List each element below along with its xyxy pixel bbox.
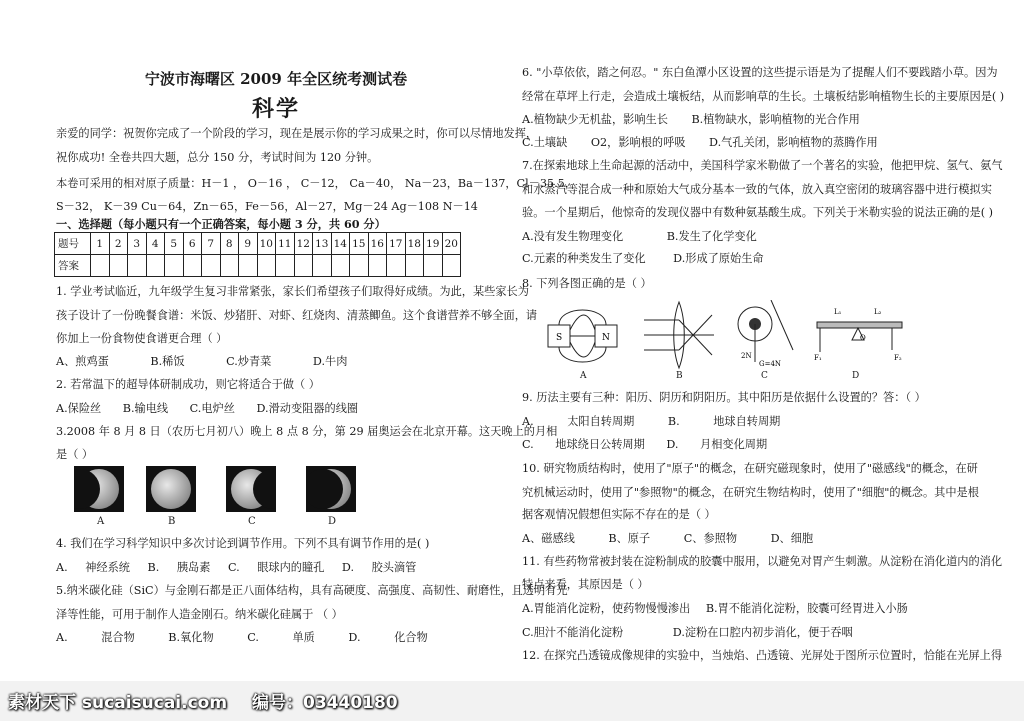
fig-a-s-label: S xyxy=(556,333,563,343)
q1-options: A、煎鸡蛋 B.稀饭 C.炒青菜 D.牛肉 xyxy=(56,355,348,368)
moon-phase-a-image xyxy=(74,466,124,512)
exam-title: 宁波市海曙区 2009 年全区统考测试卷 xyxy=(144,70,408,88)
q6-line-2: 经常在草坪上行走，会造成土壤板结，从而影响草的生长。土壤板结影响植物生长的主要原因是( ) xyxy=(522,90,1005,103)
answer-table-cell: 13 xyxy=(313,233,332,255)
watermark-code: 编号：03440180 xyxy=(252,693,398,713)
q9-options-1: A. 太阳自转周期 B. 地球自转周期 xyxy=(522,415,781,428)
answer-table-cell: 16 xyxy=(368,233,387,255)
q3-line-1: 3.2008 年 8 月 8 日（农历七月初八）晚上 8 点 8 分，第 29 届奥运会在北京开幕。这天晚上的月相 xyxy=(56,425,558,438)
subject-title: 科学 xyxy=(251,96,300,122)
intro-line-4: S－32， K－39 Cu－64，Zn－65，Fe－56，Al－27，Mg－24 Ag－108 N－14 xyxy=(56,200,478,213)
q8-label-b: B xyxy=(676,371,683,381)
answer-table xyxy=(54,232,461,277)
fig-a-n-label: N xyxy=(602,333,610,343)
answer-table-cell: 5 xyxy=(165,233,184,255)
answer-blank[interactable] xyxy=(276,255,295,277)
q4-line-1: 4. 我们在学习科学知识中多次讨论到调节作用。下列不具有调节作用的是( ) xyxy=(56,537,430,550)
q9-options-2: C. 地球绕日公转周期 D. 月相变化周期 xyxy=(522,438,768,451)
answer-table-answer-row xyxy=(55,255,461,277)
q1-line-3: 你加上一份食物使食谱更合理（ ） xyxy=(56,332,228,345)
answer-table-cell: 2 xyxy=(109,233,128,255)
answer-blank[interactable] xyxy=(257,255,276,277)
answer-table-cell: 12 xyxy=(294,233,313,255)
q3-line-2: 是（ ） xyxy=(56,448,94,461)
q10-options: A、磁感线 B、原子 C、参照物 D、细胞 xyxy=(522,532,814,545)
answer-table-cell: 6 xyxy=(183,233,202,255)
fig-d-fulcrum-label: O xyxy=(860,334,866,342)
answer-table-header-number: 题号 xyxy=(55,233,91,255)
q6-line-1: 6. "小草依依，踏之何忍。" 东白鱼潭小区设置的这些提示语是为了提醒人们不要践踏小草。因为 xyxy=(522,66,998,79)
q8-figure-b-lens xyxy=(644,300,714,370)
answer-table-cell: 14 xyxy=(331,233,350,255)
answer-table-cell: 3 xyxy=(128,233,147,255)
answer-table-cell: 19 xyxy=(424,233,443,255)
intro-line-2: 祝你成功! 全卷共四大题，总分 150 分，考试时间为 120 分钟。 xyxy=(56,151,379,164)
answer-blank[interactable] xyxy=(442,255,461,277)
answer-table-cell: 1 xyxy=(91,233,110,255)
moon-label-a: A xyxy=(97,516,105,527)
fig-c-force-label: 2N xyxy=(741,352,752,360)
answer-table-cell: 18 xyxy=(405,233,424,255)
fig-d-l2-label: L₂ xyxy=(874,308,882,316)
q2-line-1: 2. 若常温下的超导体研制成功，则它将适合于做（ ） xyxy=(56,378,320,391)
answer-blank[interactable] xyxy=(165,255,184,277)
answer-blank[interactable] xyxy=(405,255,424,277)
q7-options-1: A.没有发生物理变化 B.发生了化学变化 xyxy=(522,230,757,243)
q1-line-1: 1. 学业考试临近，九年级学生复习非常紧张，家长们希望孩子们取得好成绩。为此，某些家长为 xyxy=(56,285,529,298)
intro-line-3: 本卷可采用的相对原子质量：H－1 ， O－16 ， C－12， Ca－40， Na－23，Ba－137，Cl－35.5， xyxy=(56,177,576,190)
moon-label-c: C xyxy=(248,516,256,527)
q5-line-1: 5.纳米碳化硅（SiC）与金刚石都是正八面体结构，具有高硬度、高强度、高韧性、耐磨性，且透明有光 xyxy=(56,584,568,597)
fig-d-f1-label: F₁ xyxy=(814,354,822,362)
q5-line-2: 泽等性能，可用于制作人造金刚石。纳米碳化硅属于 （ ） xyxy=(56,608,343,621)
moon-phase-b-image xyxy=(146,466,196,512)
answer-table-cell: 11 xyxy=(276,233,295,255)
answer-blank[interactable] xyxy=(202,255,221,277)
section-heading: 一、选择题（每小题只有一个正确答案，每小题 3 分，共 60 分） xyxy=(56,217,386,231)
moon-phase-c-image xyxy=(226,466,276,512)
answer-table-cell: 15 xyxy=(350,233,369,255)
q8-figure-c-ball xyxy=(733,300,803,370)
answer-table-number-row xyxy=(55,233,461,255)
answer-table-cell: 20 xyxy=(442,233,461,255)
q10-line-1: 10. 研究物质结构时，使用了"原子"的概念，在研究磁现象时，使用了"磁感线"的概念，在研 xyxy=(522,462,978,475)
q8-label-a: A xyxy=(580,371,587,381)
q9-line-1: 9. 历法主要有三种：阳历、阴历和阴阳历。其中阳历是依据什么设置的？答：（ ） xyxy=(522,391,926,404)
q10-line-2: 究机械运动时，使用了"参照物"的概念，在研究生物结构时，使用了"细胞"的概念。其中是根 xyxy=(522,486,979,499)
q5-options: A. 混合物 B.氧化物 C. 单质 D. 化合物 xyxy=(56,631,428,644)
answer-table-cell: 9 xyxy=(239,233,258,255)
q7-line-2: 和水蒸汽等混合成一种和原始大气成分基本一致的气体，放入真空密闭的玻璃容器中进行模拟实 xyxy=(522,183,992,196)
answer-table-cell: 17 xyxy=(387,233,406,255)
q11-options-2: C.胆汁不能消化淀粉 D.淀粉在口腔内初步消化，便于吞咽 xyxy=(522,626,853,639)
answer-blank[interactable] xyxy=(239,255,258,277)
answer-table-cell: 10 xyxy=(257,233,276,255)
q11-options-1: A.胃能消化淀粉，使药物慢慢渗出 B.胃不能消化淀粉，胶囊可经胃进入小肠 xyxy=(522,602,908,615)
answer-blank[interactable] xyxy=(368,255,387,277)
answer-blank[interactable] xyxy=(331,255,350,277)
answer-table-cell: 8 xyxy=(220,233,239,255)
fig-c-gravity-label: G=4N xyxy=(759,360,782,368)
q4-options: A. 神经系统 B. 胰岛素 C. 眼球内的瞳孔 D. 胶头滴管 xyxy=(56,561,417,574)
answer-blank[interactable] xyxy=(350,255,369,277)
q7-line-1: 7.在探索地球上生命起源的活动中，美国科学家米勒做了一个著名的实验，他把甲烷、氢气、氨气 xyxy=(522,159,1003,172)
answer-blank[interactable] xyxy=(220,255,239,277)
q8-line-1: 8. 下列各图正确的是（ ） xyxy=(522,277,652,290)
q10-line-3: 据客观情况假想但实际不存在的是（ ） xyxy=(522,508,716,521)
q8-figure-a-magnet xyxy=(540,300,630,370)
answer-blank[interactable] xyxy=(313,255,332,277)
answer-table-header-answer: 答案 xyxy=(55,255,91,277)
answer-blank[interactable] xyxy=(387,255,406,277)
q8-label-d: D xyxy=(852,371,860,381)
answer-blank[interactable] xyxy=(91,255,110,277)
fig-d-f2-label: F₂ xyxy=(894,354,902,362)
moon-label-d: D xyxy=(328,516,337,527)
watermark-site: 素材天下 sucaisucai.com xyxy=(8,693,228,713)
q7-options-2: C.元素的种类发生了变化 D.形成了原始生命 xyxy=(522,252,764,265)
answer-blank[interactable] xyxy=(146,255,165,277)
intro-line-1: 亲爱的同学：祝贺你完成了一个阶段的学习，现在是展示你的学习成果之时，你可以尽情地发挥， xyxy=(56,127,538,140)
q8-label-c: C xyxy=(761,371,768,381)
answer-blank[interactable] xyxy=(183,255,202,277)
moon-label-b: B xyxy=(168,516,176,527)
q8-figure-d-lever xyxy=(812,300,907,370)
q6-options-2: C.土壤缺 O2，影响根的呼吸 D.气孔关闭，影响植物的蒸腾作用 xyxy=(522,136,878,149)
q7-line-3: 验。一个星期后，他惊奇的发现仪器中有数种氨基酸生成。下列关于米勒实验的说法正确的是( ) xyxy=(522,206,993,219)
q6-options-1: A.植物缺少无机盐，影响生长 B.植物缺水，影响植物的光合作用 xyxy=(522,113,860,126)
answer-blank[interactable] xyxy=(128,255,147,277)
answer-blank[interactable] xyxy=(109,255,128,277)
q11-line-1: 11. 有些药物常被封装在淀粉制成的胶囊中服用，以避免对胃产生刺激。从淀粉在消化道内的消化 xyxy=(522,555,1003,568)
answer-table-cell: 7 xyxy=(202,233,221,255)
answer-blank[interactable] xyxy=(424,255,443,277)
q11-line-2: 特点来看，其原因是（ ） xyxy=(522,578,649,591)
moon-phase-d-image xyxy=(306,466,356,512)
answer-table-cell: 4 xyxy=(146,233,165,255)
q2-options: A.保险丝 B.输电线 C.电炉丝 D.滑动变阻器的线圈 xyxy=(56,402,359,415)
answer-blank[interactable] xyxy=(294,255,313,277)
q1-line-2: 孩子设计了一份晚餐食谱：米饭、炒猪肝、对虾、红烧肉、清蒸鲫鱼。这个食谱营养不够全面，请 xyxy=(56,309,538,322)
q12-line-1: 12. 在探究凸透镜成像规律的实验中，当烛焰、凸透镜、光屏处于图所示位置时，恰能在光屏上得 xyxy=(522,649,1003,662)
fig-d-l1-label: L₁ xyxy=(834,308,842,316)
